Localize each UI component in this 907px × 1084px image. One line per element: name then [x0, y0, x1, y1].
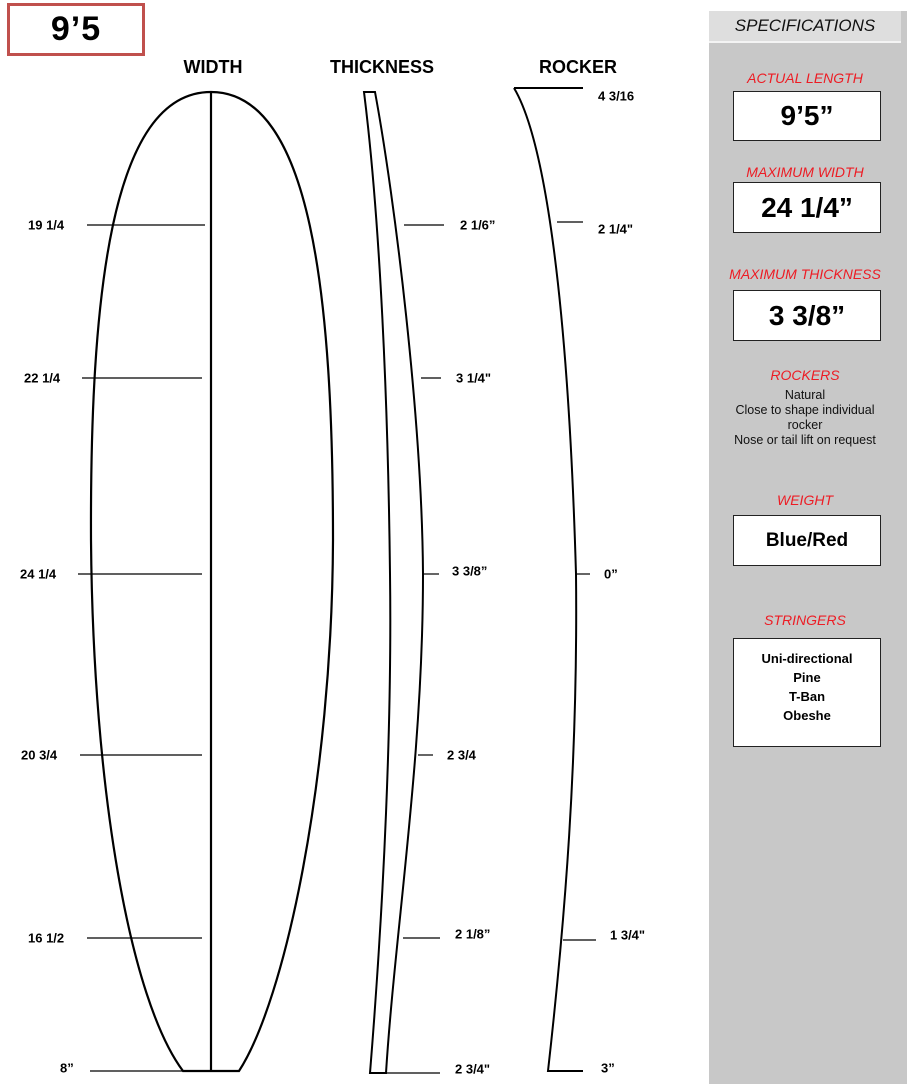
thickness-label: 2 3/4": [455, 1061, 491, 1077]
specifications-heading: SPECIFICATIONS: [709, 11, 901, 43]
stringer-item: Pine: [793, 670, 821, 685]
rocker-label: 3”: [601, 1060, 615, 1076]
specifications-panel: [709, 11, 907, 1084]
thickness-label: 2 1/6”: [460, 217, 496, 233]
actual-length-value: 9’5”: [733, 91, 881, 141]
stringer-item: T-Ban: [788, 689, 826, 704]
stringer-item: Obeshe: [783, 708, 831, 723]
rocker-label: 2 1/4": [598, 221, 634, 237]
width-label: 8”: [60, 1060, 74, 1076]
max-width-value: 24 1/4”: [733, 182, 881, 233]
thickness-heading: THICKNESS: [329, 57, 435, 77]
stringers-box: [733, 638, 881, 747]
stringers-label: STRINGERS: [764, 612, 846, 628]
thickness-label: 3 3/8”: [452, 563, 488, 579]
width-label: 20 3/4: [21, 747, 58, 763]
stringer-item: Uni-directional: [761, 651, 853, 666]
width-label: 16 1/2: [28, 930, 65, 946]
max-width-label: MAXIMUM WIDTH: [746, 164, 864, 180]
thickness-outline: [364, 92, 423, 1073]
rocker-heading: ROCKER: [538, 57, 618, 77]
rocker-label: 4 3/16: [598, 88, 635, 104]
rockers-line: Close to shape individual: [735, 403, 875, 417]
thickness-label: 2 1/8”: [455, 926, 491, 942]
thickness-label: 2 3/4: [447, 747, 476, 763]
rocker-label: 0”: [604, 566, 618, 582]
max-thickness-label: MAXIMUM THICKNESS: [729, 266, 881, 282]
board-length-title: 9’5: [7, 3, 145, 56]
thickness-label: 3 1/4": [456, 370, 492, 386]
rocker-label: 1 3/4": [610, 927, 646, 943]
width-label: 22 1/4: [24, 370, 61, 386]
rockers-line: rocker: [787, 418, 823, 432]
actual-length-label: ACTUAL LENGTH: [747, 70, 863, 86]
max-thickness-value: 3 3/8”: [733, 290, 881, 341]
weight-label: WEIGHT: [777, 492, 833, 508]
rockers-line: Nose or tail lift on request: [734, 433, 876, 447]
rockers-line: Natural: [784, 388, 826, 402]
width-label: 19 1/4: [28, 217, 65, 233]
weight-value: Blue/Red: [733, 515, 881, 566]
width-label: 24 1/4: [20, 566, 57, 582]
width-heading: WIDTH: [183, 57, 243, 77]
rockers-text: [709, 388, 901, 448]
rockers-label: ROCKERS: [770, 367, 840, 383]
rocker-curve: [514, 88, 583, 1071]
